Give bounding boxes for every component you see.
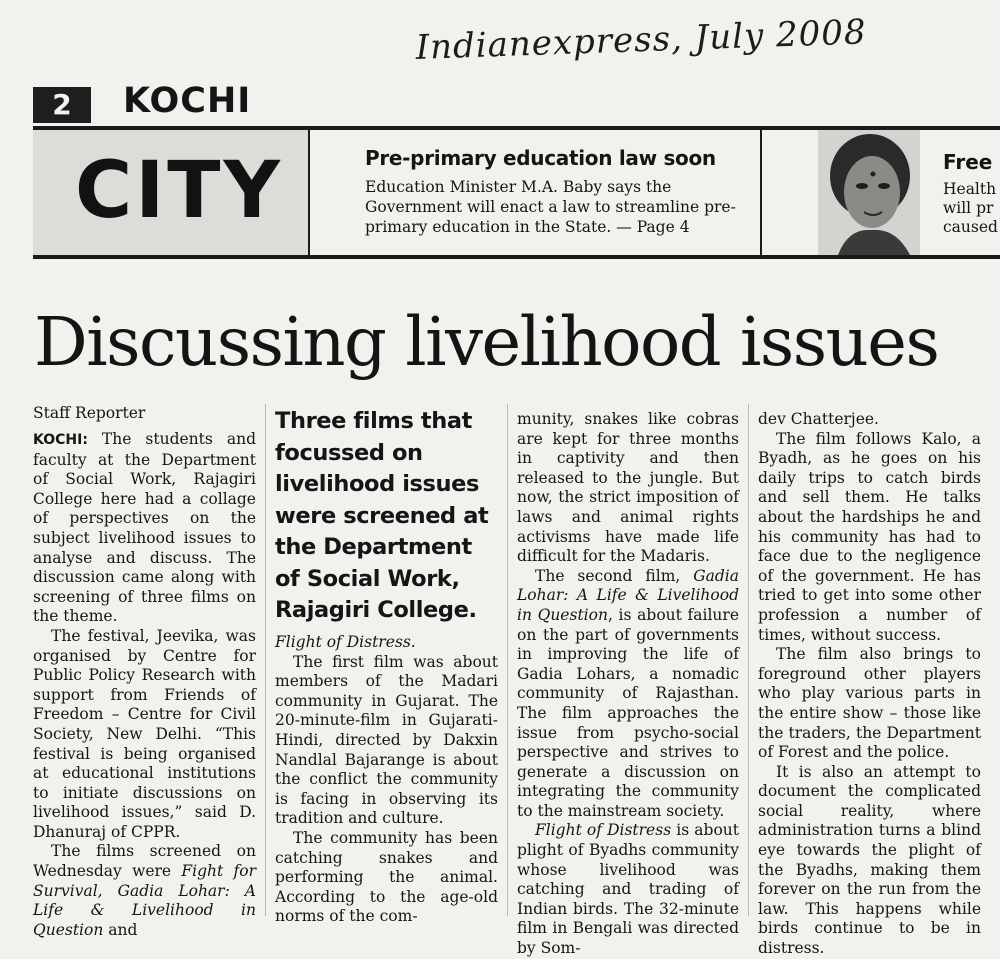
teaser-divider [760,130,762,255]
film-title: Gadia Lohar: A Life & Livelihood in Question [517,566,739,624]
article-column-3 [517,410,739,959]
paragraph: dev Chatterjee. [758,410,879,428]
film-title: Flight of Distress. [275,633,416,651]
paragraph-text: and [103,920,138,939]
teaser2-headline[interactable]: Free [943,150,993,174]
handwritten-source-note: Indianexpress, July 2008 [415,12,868,68]
teaser2-line: Health [943,180,997,198]
paragraph: The community has been catching snakes and performing the animal. According to the age-old norms of the com- [275,828,498,926]
paragraph: The festival, Jeevika, was organised by Centre for Public Policy Research with support from Friends of Freedom – Centre for Civil Society, New Delhi. “This festival is being organised at educational institutions to initiate discussions on livelihood issues,” said D. Dhanuraj of CPPR. [33,626,256,841]
portrait-image [818,130,920,255]
article-column-1 [33,430,256,940]
paragraph [33,842,256,940]
paragraph: It is also an attempt to document the complicated social reality, where administration turns a blind eye towards the plight of the Byadhs, making them forever on the run from the law. This happens while birds continue to be in distress. [758,762,981,958]
teaser-photo [818,130,920,255]
paragraph-text: , is about failure on the part of governments in improving the life of Gadia Lohars, a nomadic community of Rajasthan. The film approaches the issue from psycho-social perspective and strives to generate a discussion on integrating the community to the mainstream society. [517,605,739,820]
page-number: 2 [33,87,91,123]
film-title: Flight of Distress [535,821,672,840]
paragraph: munity, snakes like cobras are kept for three months in captivity and then released to the jungle. But now, the strict imposition of laws and animal rights activisms have made life difficult for the Madaris. [517,410,739,566]
section-title: CITY [75,146,283,236]
dateline: KOCHI: [33,432,88,448]
teaser2-line: will pr [943,199,994,217]
paragraph-text: is about plight of Byadhs community whose livelihood was catching and trading of Indian birds. The 32-minute film in Bengali was directed by Som- [517,821,739,958]
paragraph [517,567,739,822]
paragraph: The film also brings to foreground other players who play various parts in the entire show – those like the traders, the Department of Forest and the police. [758,645,981,762]
article-headline: Discussing livelihood issues [34,303,939,381]
teaser-body: Education Minister M.A. Baby says the Government will enact a law to streamline pre-primary education in the State. — Page 4 [365,178,736,236]
article-column-2 [275,633,498,927]
article-column-4 [758,410,981,959]
paragraph [517,821,739,958]
paragraph-text: The films screened on Wednesday were [33,842,256,881]
paragraph-text: The second film, [535,566,694,585]
teaser2-line: caused [943,218,998,236]
paragraph-text: The students and faculty at the Department of Social Work, Rajagiri College here had a collage of perspectives on the subject livelihood issues to analyse and discuss. The discussion came along with screening of three films on the theme. [33,430,256,626]
paragraph: The first film was about members of the Madari community in Gujarat. The 20-minute-film in Gujarati-Hindi, directed by Dakxin Nandlal Bajarange is about the conflict the community is facing in observing its tradition and culture. [275,652,498,828]
byline: Staff Reporter [33,404,146,422]
header-bottom-rule [33,255,1000,259]
teaser2-body [943,180,1000,237]
pull-quote: Three films that focussed on livelihood issues were screened at the Department of Social Work, Rajagiri College. [275,408,489,623]
paragraph [33,430,256,627]
edition-city: KOCHI [123,81,252,121]
paragraph: The film follows Kalo, a Byadh, as he goes on his daily trips to catch birds and sell them. He talks about the hardships he and his community has had to face due to the negligence of the government. He has tried to get into some other profession a number of times, without success. [758,429,981,644]
column-rule [748,404,749,916]
column-rule [265,404,266,916]
column-rule [507,404,508,916]
teaser-headline[interactable]: Pre-primary education law soon [365,146,716,170]
film-titles: Fight for Survival, Gadia Lohar: A Life & Livelihood in Question [33,862,256,939]
